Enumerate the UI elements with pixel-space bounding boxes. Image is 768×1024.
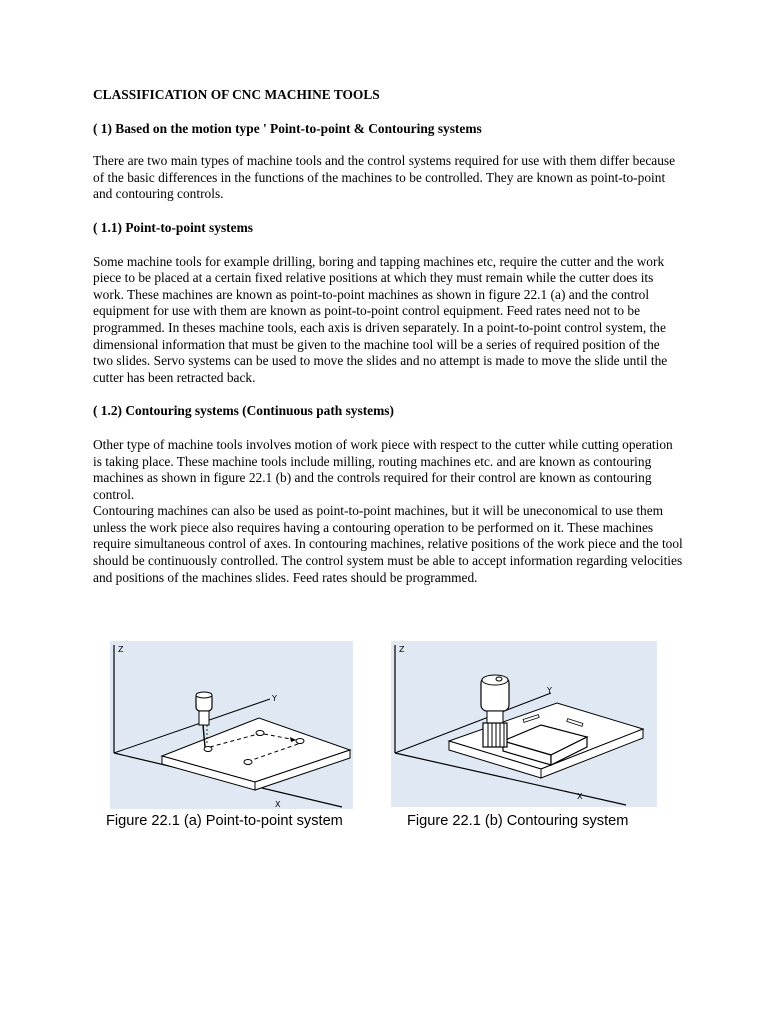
figure-contouring — [391, 641, 657, 807]
section-1-1-paragraph: Some machine tools for example drilling, boring and tapping machines etc, require the cutter and the work piece to be placed at a certain fixed relative positions at which they must remain while the cutter does its work. These machines are known as point-to-point machines as shown in figure 22.1 (a) and the control equipment for use with them are known as point-to-point control equipment. Feed rates need not to be programmed. In theses machine tools, each axis is driven separately. In a point-to-point control system, the dimensional information that must be given to the machine tool will be a series of required position of the two slides. Servo systems can be used to move the slides and no attempt is made to move the slide until the cutter has been retracted back. — [93, 253, 668, 385]
section-1-paragraph: There are two main types of machine tools and the control systems required for use with them differ because of the basic differences in the functions of the machines to be controlled. They are known as point-to-point and contouring controls. — [93, 153, 676, 202]
figure-a-caption: Figure 22.1 (a) Point-to-point system — [106, 813, 343, 829]
section-1-2-heading: ( 1.2) Contouring systems (Continuous path systems) — [93, 403, 394, 419]
z-axis-label: Z — [399, 645, 405, 654]
y-axis-label: Y — [272, 694, 277, 703]
x-axis-label: X — [577, 792, 583, 801]
contouring-diagram — [391, 641, 657, 807]
section-1-heading: ( 1) Based on the motion type ' Point-to-point & Contouring systems — [93, 120, 482, 136]
figure-point-to-point — [110, 641, 353, 809]
z-axis-label: Z — [118, 645, 124, 654]
document-body — [93, 87, 683, 586]
document-title: CLASSIFICATION OF CNC MACHINE TOOLS — [93, 87, 380, 102]
section-1-2-paragraph-2: Contouring machines can also be used as point-to-point machines, but it will be uneconomical to use them unless the work piece also requires having a contouring operation to be performed on it. These machines require simultaneous control of axes. In contouring machines, relative positions of the work piece and the tool should be continuously controlled. The control system must be able to accept information regarding velocities and positions of the machines slides. Feed rates should be programmed. — [93, 503, 683, 585]
point-to-point-diagram — [110, 641, 353, 809]
x-axis-label: X — [275, 800, 281, 809]
y-axis-label: Y — [547, 686, 552, 695]
section-1-1-heading: ( 1.1) Point-to-point systems — [93, 219, 253, 235]
figure-b-caption: Figure 22.1 (b) Contouring system — [407, 813, 629, 829]
section-1-2-paragraph-1: Other type of machine tools involves motion of work piece with respect to the cutter while cutting operation is taking place. These machine tools include milling, routing machines etc. and are known as contouring machines as shown in figure 22.1 (b) and the controls required for their control are known as contouring control. — [93, 436, 673, 502]
